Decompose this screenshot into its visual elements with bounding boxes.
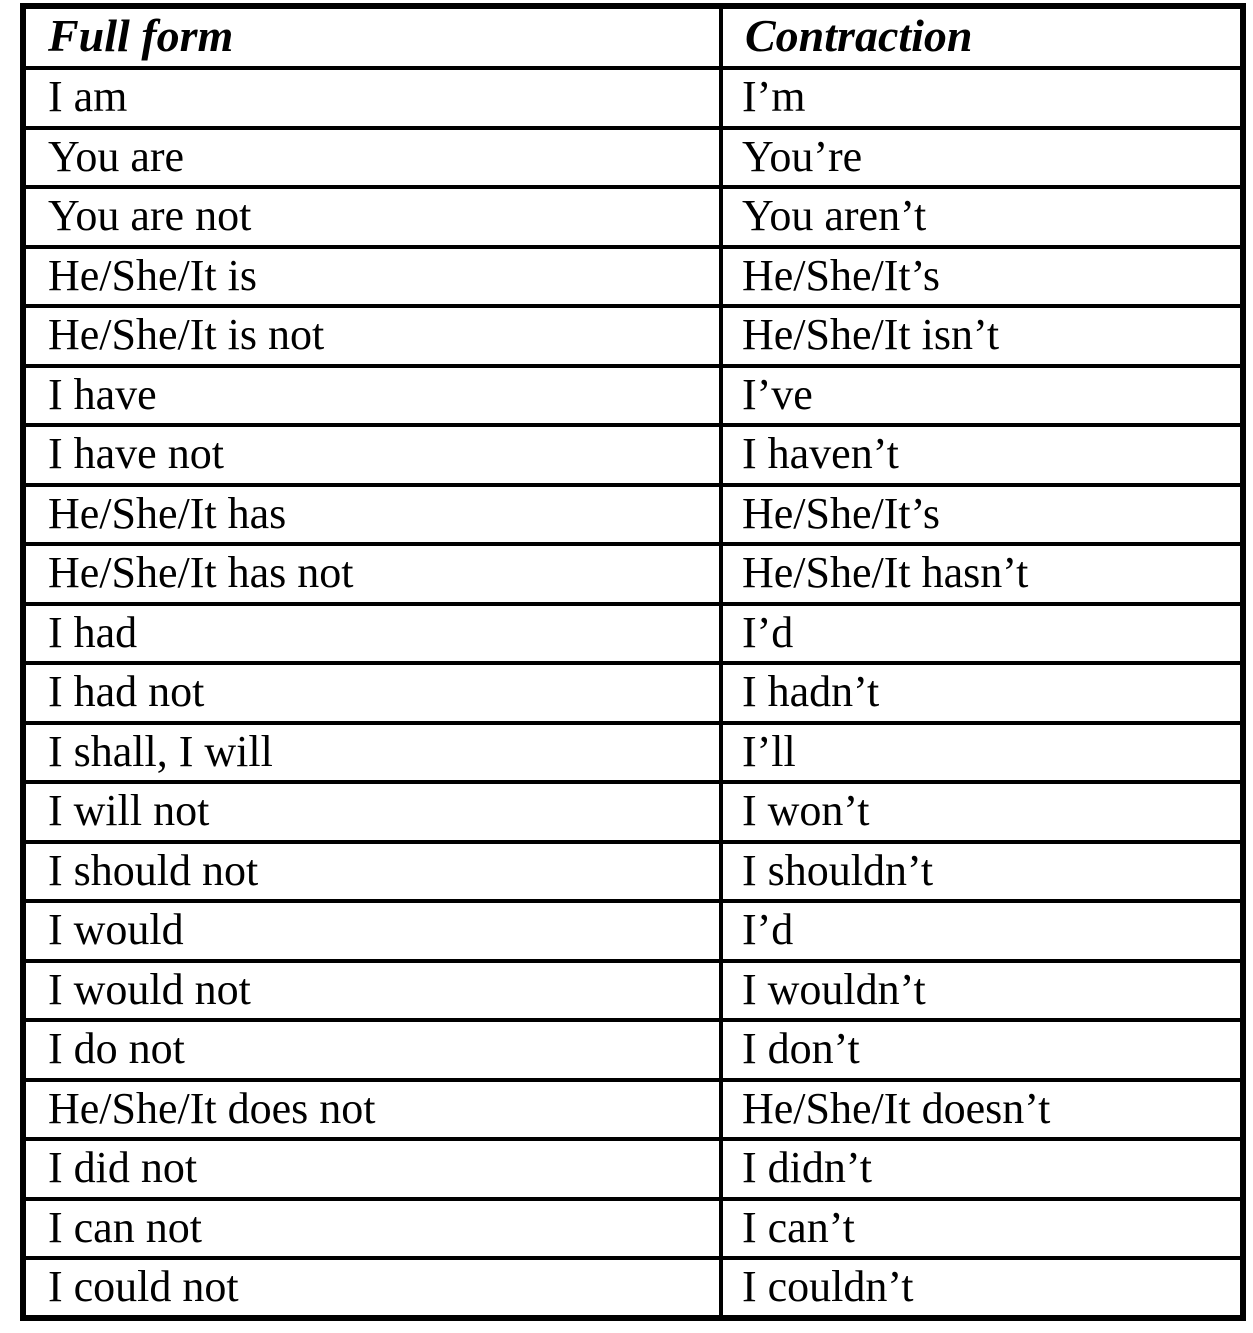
contraction-cell: I’d <box>721 901 1243 961</box>
full-form-cell: I would <box>23 901 721 961</box>
full-form-cell: You are <box>23 128 721 188</box>
table-row <box>23 68 1243 128</box>
header-cell-contraction: Contraction <box>721 6 1243 68</box>
contraction-cell: He/She/It isn’t <box>721 306 1243 366</box>
table-body <box>23 68 1243 1318</box>
contraction-cell: He/She/It doesn’t <box>721 1080 1243 1140</box>
full-form-cell: You are not <box>23 187 721 247</box>
full-form-cell: I shall, I will <box>23 723 721 783</box>
full-form-cell: I am <box>23 68 721 128</box>
full-form-cell: He/She/It is <box>23 247 721 307</box>
contraction-cell: He/She/It’s <box>721 247 1243 307</box>
table-row <box>23 782 1243 842</box>
contraction-cell: I can’t <box>721 1199 1243 1259</box>
contraction-cell: You’re <box>721 128 1243 188</box>
full-form-cell: I have not <box>23 425 721 485</box>
full-form-cell: I can not <box>23 1199 721 1259</box>
full-form-cell: I have <box>23 366 721 426</box>
contraction-cell: I don’t <box>721 1020 1243 1080</box>
header-cell-full-form: Full form <box>23 6 721 68</box>
table-row <box>23 544 1243 604</box>
full-form-cell: I had not <box>23 663 721 723</box>
contraction-cell: I shouldn’t <box>721 842 1243 902</box>
full-form-cell: I should not <box>23 842 721 902</box>
contraction-cell: I didn’t <box>721 1139 1243 1199</box>
full-form-cell: He/She/It does not <box>23 1080 721 1140</box>
contraction-cell: I’d <box>721 604 1243 664</box>
table-row <box>23 1080 1243 1140</box>
contraction-cell: I haven’t <box>721 425 1243 485</box>
contraction-cell: He/She/It hasn’t <box>721 544 1243 604</box>
table-row <box>23 187 1243 247</box>
table-row <box>23 247 1243 307</box>
contraction-cell: I’ll <box>721 723 1243 783</box>
table-row <box>23 306 1243 366</box>
table-row <box>23 842 1243 902</box>
contraction-cell: I won’t <box>721 782 1243 842</box>
contraction-cell: I’m <box>721 68 1243 128</box>
contraction-cell: I couldn’t <box>721 1258 1243 1318</box>
full-form-cell: I could not <box>23 1258 721 1318</box>
table-row <box>23 1020 1243 1080</box>
table-row <box>23 1199 1243 1259</box>
table-row <box>23 961 1243 1021</box>
contraction-cell: I’ve <box>721 366 1243 426</box>
full-form-cell: He/She/It has <box>23 485 721 545</box>
contraction-cell: I wouldn’t <box>721 961 1243 1021</box>
contraction-cell: I hadn’t <box>721 663 1243 723</box>
table-row <box>23 485 1243 545</box>
table-row <box>23 1258 1243 1318</box>
full-form-cell: I do not <box>23 1020 721 1080</box>
full-form-cell: I would not <box>23 961 721 1021</box>
table-row <box>23 604 1243 664</box>
full-form-cell: He/She/It has not <box>23 544 721 604</box>
table-row <box>23 663 1243 723</box>
full-form-cell: He/She/It is not <box>23 306 721 366</box>
table-row <box>23 425 1243 485</box>
full-form-cell: I did not <box>23 1139 721 1199</box>
table-row <box>23 128 1243 188</box>
full-form-cell: I had <box>23 604 721 664</box>
table-row <box>23 1139 1243 1199</box>
contractions-table <box>20 3 1246 1321</box>
header-row <box>23 6 1243 68</box>
table-row <box>23 366 1243 426</box>
table-row <box>23 723 1243 783</box>
table-header <box>23 6 1243 68</box>
full-form-cell: I will not <box>23 782 721 842</box>
contraction-cell: You aren’t <box>721 187 1243 247</box>
table-row <box>23 901 1243 961</box>
contraction-cell: He/She/It’s <box>721 485 1243 545</box>
